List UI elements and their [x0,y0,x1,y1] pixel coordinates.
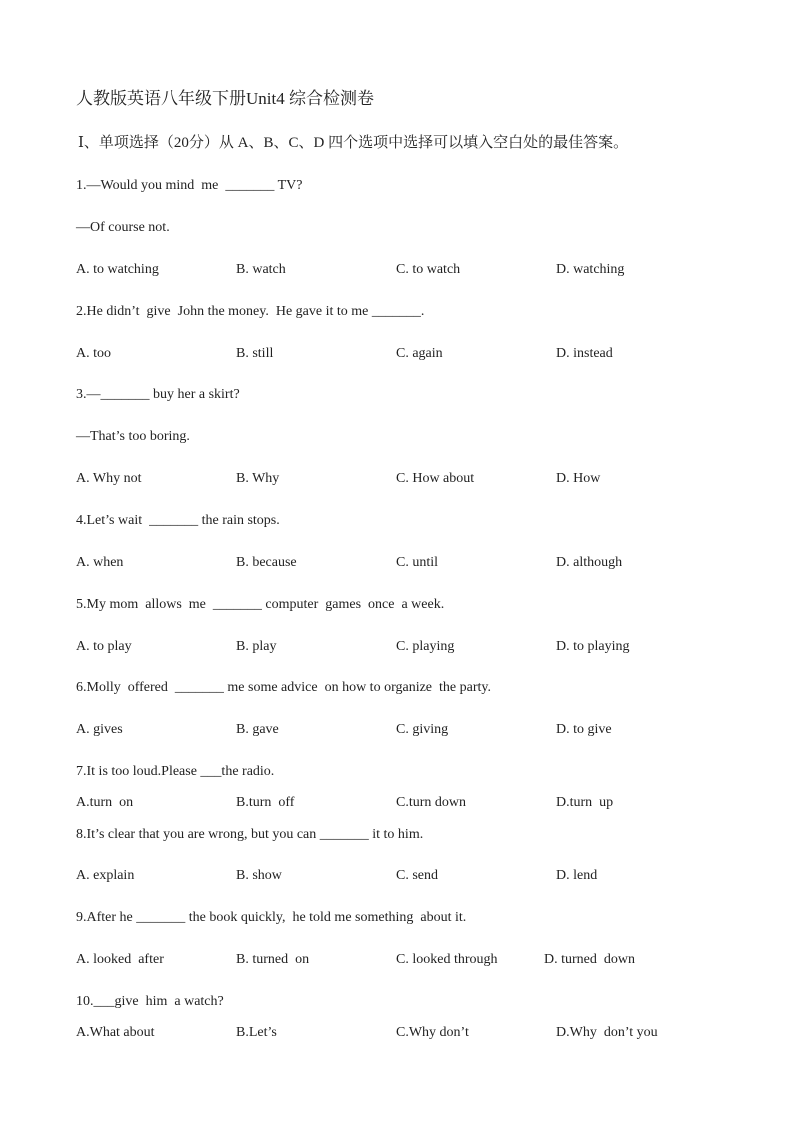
question-7-text: 7.It is too loud.Please ___the radio. [76,764,275,779]
question-1-option-b: B. watch [236,262,286,277]
question-6-option-d: D. to give [556,722,612,737]
question-10-option-d: D.Why don’t you [556,1025,658,1040]
question-2-option-a: A. too [76,346,111,361]
question-1-option-a: A. to watching [76,262,159,277]
question-8-text: 8.It’s clear that you are wrong, but you can _______ it to him. [76,827,424,842]
question-6-text: 6.Molly offered _______ me some advice on how to organize the party. [76,680,491,695]
question-3-text: 3.—_______ buy her a skirt? [76,387,240,402]
question-7-option-c: C.turn down [396,795,466,810]
question-1-option-d: D. watching [556,262,625,277]
question-2-option-c: C. again [396,346,443,361]
question-1-option-c: C. to watch [396,262,461,277]
question-5-option-b: B. play [236,639,277,654]
question-10-text: 10.___give him a watch? [76,994,224,1009]
question-5-option-c: C. playing [396,639,455,654]
question-4-options [0,554,794,572]
section-heading: Ⅰ、单项选择（20分）从 A、B、C、D 四个选项中选择可以填入空白处的最佳答案。 [78,135,629,151]
question-4-text: 4.Let’s wait _______ the rain stops. [76,513,280,528]
question-2-option-b: B. still [236,346,274,361]
question-10-option-b: B.Let’s [236,1025,277,1040]
question-3-option-b: B. Why [236,471,280,486]
question-7-option-d: D.turn up [556,795,614,810]
question-7-option-b: B.turn off [236,795,295,810]
question-8-option-a: A. explain [76,868,135,883]
question-8-option-b: B. show [236,868,282,883]
question-9-option-d: D. turned down [544,952,635,967]
question-3-option-c: C. How about [396,471,475,486]
question-2-option-d: D. instead [556,346,613,361]
question-10-option-a: A.What about [76,1025,155,1040]
question-8-option-d: D. lend [556,868,598,883]
question-2-options [0,345,794,363]
question-7-options [0,794,794,812]
question-5-option-d: D. to playing [556,639,630,654]
question-4-option-b: B. because [236,555,297,570]
question-3-option-d: D. How [556,471,601,486]
question-1-options [0,261,794,279]
question-5-option-a: A. to play [76,639,132,654]
question-1-answer-line: —Of course not. [76,220,170,235]
question-4-option-d: D. although [556,555,623,570]
question-8-options [0,867,794,885]
question-10-options [0,1024,794,1042]
question-6-option-a: A. gives [76,722,123,737]
question-3-answer-line: —That’s too boring. [76,429,190,444]
question-4-option-c: C. until [396,555,439,570]
question-2-text: 2.He didn’t give John the money. He gave it to me _______. [76,304,425,319]
question-3-option-a: A. Why not [76,471,142,486]
question-5-text: 5.My mom allows me _______ computer games once a week. [76,597,445,612]
question-4-option-a: A. when [76,555,124,570]
question-9-options [0,951,794,969]
question-6-option-c: C. giving [396,722,449,737]
question-3-options [0,470,794,488]
question-10-option-c: C.Why don’t [396,1025,469,1040]
question-5-options [0,638,794,656]
document-title: 人教版英语八年级下册Unit4 综合检测卷 [76,89,374,108]
question-6-options [0,721,794,739]
question-9-option-c: C. looked through [396,952,498,967]
question-9-text: 9.After he _______ the book quickly, he told me something about it. [76,910,467,925]
question-6-option-b: B. gave [236,722,279,737]
question-9-option-b: B. turned on [236,952,310,967]
question-1-text: 1.—Would you mind me _______ TV? [76,178,303,193]
question-7-option-a: A.turn on [76,795,134,810]
question-9-option-a: A. looked after [76,952,164,967]
question-8-option-c: C. send [396,868,438,883]
